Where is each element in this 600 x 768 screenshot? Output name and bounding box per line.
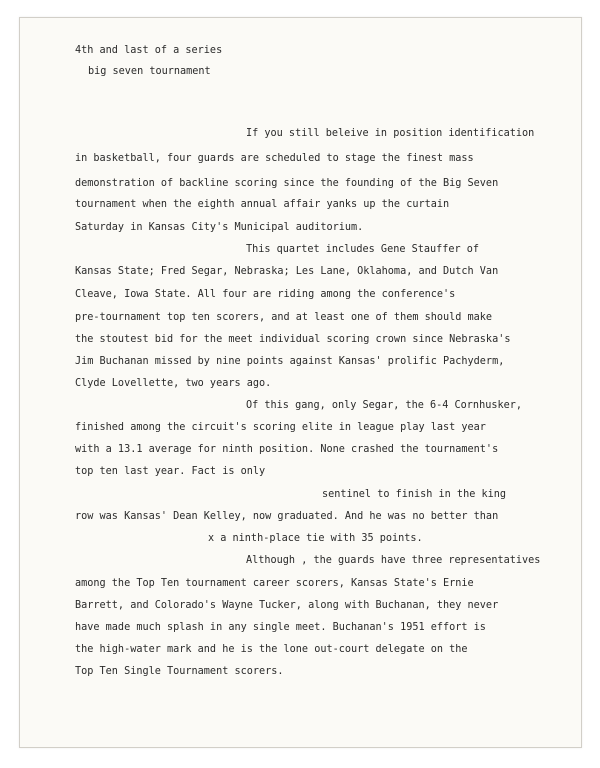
body-line: This quartet includes Gene Stauffer of xyxy=(246,244,480,255)
body-line: row was Kansas' Dean Kelley, now graduated. And he was no better than xyxy=(75,511,499,522)
body-line: demonstration of backline scoring since the founding of the Big Seven xyxy=(75,178,499,189)
body-line: x a ninth-place tie with 35 points. xyxy=(208,533,423,544)
body-line: top ten last year. Fact is only xyxy=(75,466,266,477)
body-line: have made much splash in any single meet. Buchanan's 1951 effort is xyxy=(75,622,486,633)
body-line: tournament when the eighth annual affair yanks up the curtain xyxy=(75,199,450,210)
body-line: finished among the circuit's scoring elite in league play last year xyxy=(75,422,486,433)
body-line: Saturday in Kansas City's Municipal auditorium. xyxy=(75,222,364,233)
body-line: the high-water mark and he is the lone out-court delegate on the xyxy=(75,644,468,655)
body-line: Cleave, Iowa State. All four are riding among the conference's xyxy=(75,289,456,300)
body-line: Although , the guards have three representatives xyxy=(246,555,541,566)
body-line: Clyde Lovellette, two years ago. xyxy=(75,378,272,389)
body-line: with a 13.1 average for ninth position. None crashed the tournament's xyxy=(75,444,499,455)
article-subject: big seven tournament xyxy=(88,66,211,77)
series-note: 4th and last of a series xyxy=(75,45,223,56)
body-line: If you still beleive in position identification xyxy=(246,128,535,139)
body-line: among the Top Ten tournament career scorers, Kansas State's Ernie xyxy=(75,578,474,589)
body-line: Barrett, and Colorado's Wayne Tucker, along with Buchanan, they never xyxy=(75,600,499,611)
body-line: Top Ten Single Tournament scorers. xyxy=(75,666,284,677)
body-line: Of this gang, only Segar, the 6-4 Cornhusker, xyxy=(246,400,523,411)
body-line: pre-tournament top ten scorers, and at least one of them should make xyxy=(75,312,493,323)
body-line: Kansas State; Fred Segar, Nebraska; Les Lane, Oklahoma, and Dutch Van xyxy=(75,266,499,277)
body-line: in basketball, four guards are scheduled to stage the finest mass xyxy=(75,153,474,164)
body-line: sentinel to finish in the king xyxy=(322,489,507,500)
body-line: Jim Buchanan missed by nine points against Kansas' prolific Pachyderm, xyxy=(75,356,505,367)
body-line: the stoutest bid for the meet individual scoring crown since Nebraska's xyxy=(75,334,511,345)
